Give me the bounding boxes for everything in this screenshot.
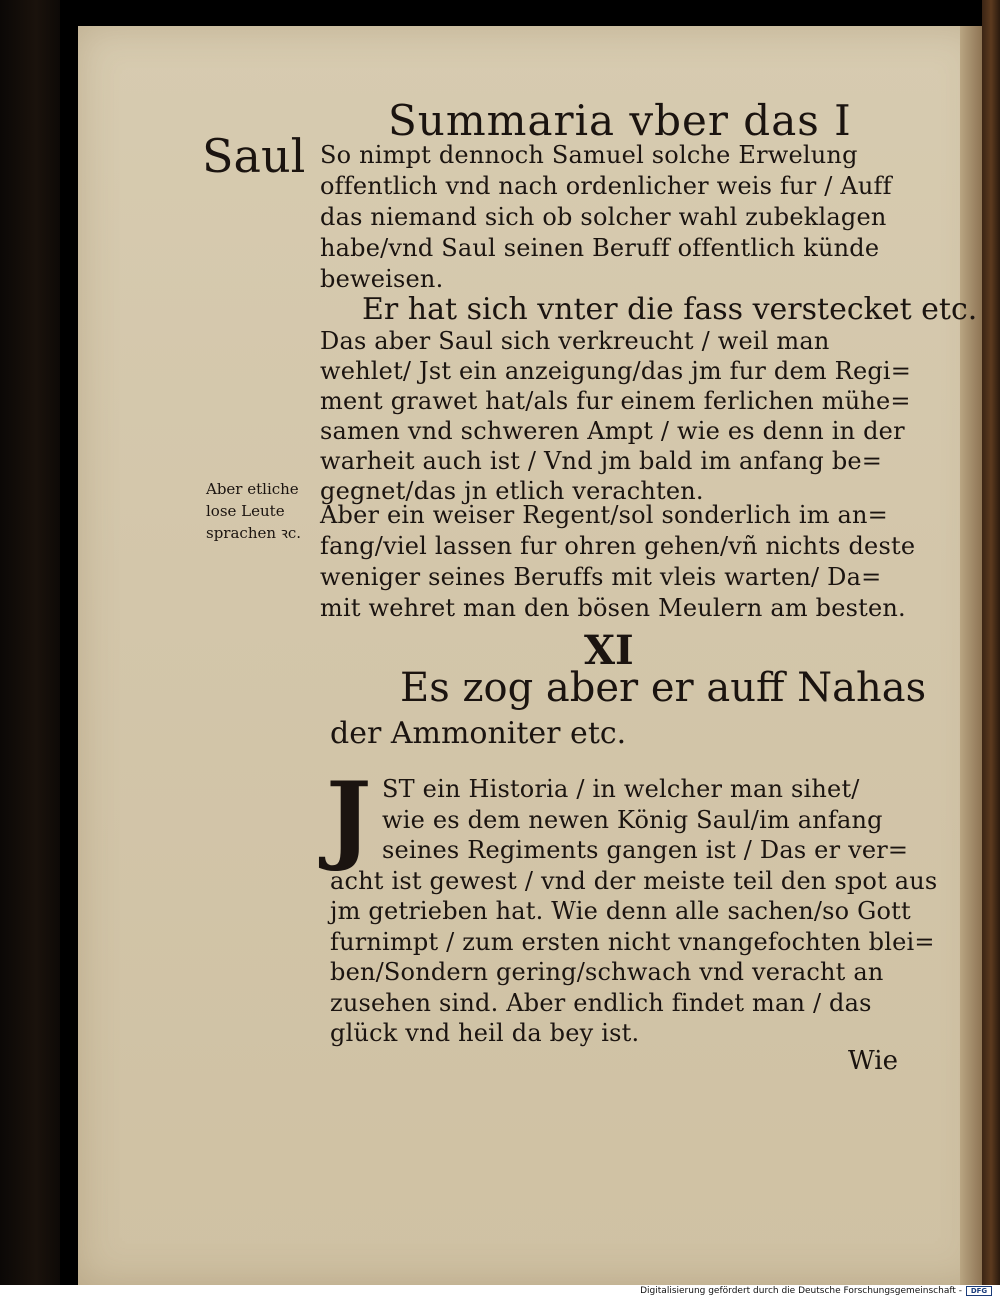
text-line: mit wehret man den bösen Meulern am besten.	[320, 594, 906, 622]
text-line: acht ist gewest / vnd der meiste teil den spot aus	[330, 866, 938, 895]
chapter-title-continuation: der Ammoniter etc.	[330, 716, 627, 751]
text-line: Aber ein weiser Regent/sol sonderlich im an=	[320, 501, 888, 529]
paragraph-1	[320, 140, 910, 295]
marginal-note-line: sprachen ꝛc.	[206, 524, 302, 542]
paragraph-3	[320, 500, 916, 624]
decorated-initial: J	[326, 761, 372, 874]
footer-credit: Digitalisierung gefördert durch die Deutsche Forschungsgemeinschaft -	[640, 1286, 962, 1296]
page-edge	[960, 26, 982, 1285]
text-line: glück vnd heil da bey ist.	[330, 1019, 640, 1047]
chapter-number: XI	[584, 627, 634, 674]
text-line: seines Regiments gangen ist / Das er ver=	[382, 836, 909, 864]
chapter-title: Es zog aber er auff Nahas	[400, 665, 927, 711]
text-line: beweisen.	[320, 265, 444, 293]
text-line: ment grawet hat/als fur einem ferlichen mühe=	[320, 387, 911, 415]
text-line: wehlet/ Jst ein anzeigung/das jm fur dem Regi=	[320, 357, 912, 385]
text-line: jm getrieben hat. Wie denn alle sachen/so Gott	[330, 897, 911, 925]
marginal-note-line: lose Leute	[206, 502, 285, 520]
paragraph-4	[330, 774, 938, 1049]
dfg-logo: DFG	[966, 1286, 992, 1296]
catchword: Wie	[848, 1046, 898, 1076]
side-word: Saul	[202, 129, 306, 183]
subheading: Er hat sich vnter die fass verstecket etc.	[362, 292, 978, 327]
paragraph-2	[320, 326, 910, 506]
text-line: gegnet/das jn etlich verachten.	[320, 477, 704, 505]
text-line: habe/vnd Saul seinen Beruff offentlich künde	[320, 234, 880, 262]
book-spine-left	[0, 0, 60, 1297]
marginal-note	[206, 478, 326, 544]
text-line: samen vnd schweren Ampt / wie es denn in der	[320, 417, 905, 445]
book-cover-edge	[982, 0, 1000, 1285]
text-line: offentlich vnd nach ordenlicher weis fur / Auff	[320, 172, 892, 200]
text-line: Das aber Saul sich verkreucht / weil man	[320, 327, 830, 355]
text-line: fang/viel lassen fur ohren gehen/vñ nichts deste	[320, 532, 916, 560]
text-line: weniger seines Beruffs mit vleis warten/ Da=	[320, 563, 882, 591]
text-line: ST ein Historia / in welcher man sihet/	[382, 775, 860, 803]
text-line: das niemand sich ob solcher wahl zubeklagen	[320, 203, 887, 231]
text-line: ben/Sondern gering/schwach vnd veracht an	[330, 958, 884, 986]
marginal-note-line: Aber etliche	[206, 480, 299, 498]
text-line: So nimpt dennoch Samuel solche Erwelung	[320, 141, 858, 169]
text-line: warheit auch ist / Vnd jm bald im anfang be=	[320, 447, 883, 475]
text-line: zusehen sind. Aber endlich findet man / das	[330, 988, 872, 1017]
running-head: Summaria vber das I	[388, 96, 852, 145]
text-line: wie es dem newen König Saul/im anfang	[382, 805, 883, 834]
text-line: furnimpt / zum ersten nicht vnangefochten blei=	[330, 927, 935, 956]
